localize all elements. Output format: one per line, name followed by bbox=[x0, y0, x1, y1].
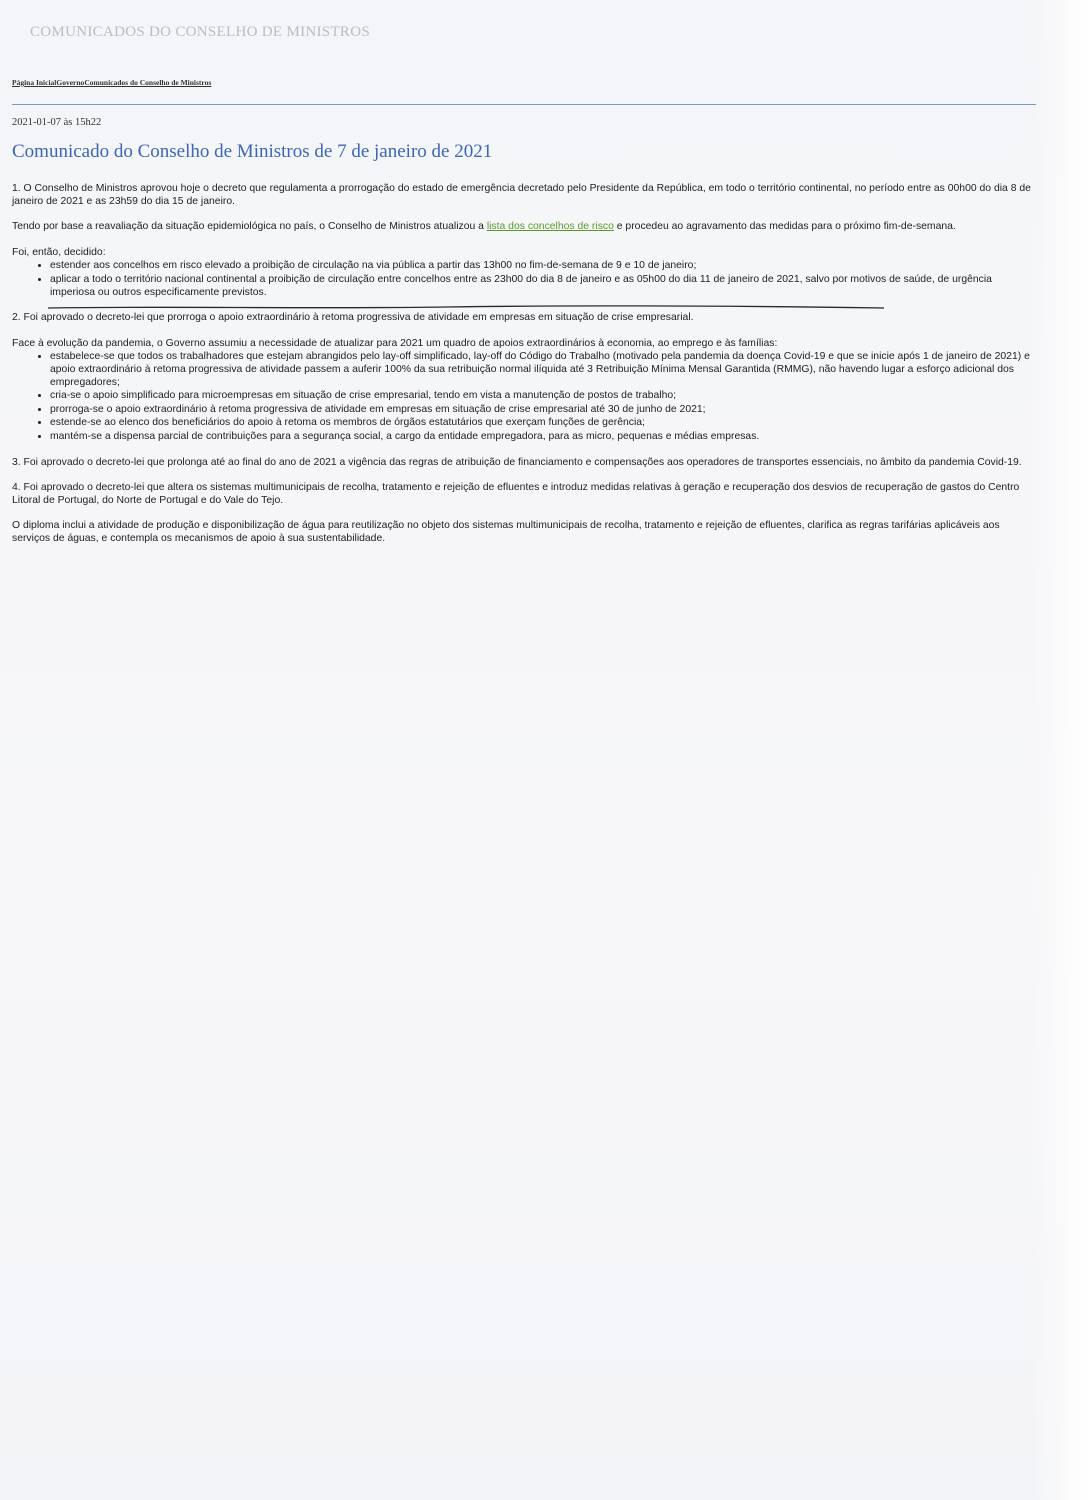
page-title: Comunicado do Conselho de Ministros de 7 de janeiro de 2021 bbox=[12, 141, 493, 162]
list-item: • mantém-se a dispensa parcial de contribuições para a segurança social, a cargo da entidade empregadora, para as micro, pequenas e médias empresas. bbox=[50, 430, 1036, 444]
paragraph-6: 3. Foi aprovado o decreto-lei que prolonga até ao final do ano de 2021 a vigência das regras de atribuição de financiamento e compensações aos operadores de transportes essenciais, no âmbito da pandemia Covid-19. bbox=[12, 456, 1022, 468]
breadcrumb bbox=[12, 78, 211, 87]
paragraph-2-text-before: Tendo por base a reavaliação da situação epidemiológica no país, o Conselho de Ministros atualizou a bbox=[12, 221, 487, 233]
list-item: • estabelece-se que todos os trabalhadores que estejam abrangidos pelo lay-off simplificado, lay-off do Código do Trabalho (motivado pela pandemia da doença Covid-19 e que se inicie após 1 de janeiro de 2021) e apoio extraordinário à retoma progressiva de atividade passem a auferir 100% da sua retribuição normal ilíquida até 3 Retribuição Mínima Mensal Garantida (RMMG), não havendo lugar a esforço adicional dos empregadores; bbox=[50, 350, 1036, 389]
handwritten-underline bbox=[46, 303, 888, 311]
paragraph-8: O diploma inclui a atividade de produção e disponibilização de água para reutilização no objeto dos sistemas multimunicipais de recolha, tratamento e rejeição de efluentes, clarifica as regras tarifárias aplicáveis aos serviços de águas, e contempla os mecanismos de apoio à sua sustentabilidade. bbox=[12, 520, 1000, 544]
list-item: • prorroga-se o apoio extraordinário à retoma progressiva de atividade em empresas em situação de crise empresarial até 30 de junho de 2021; bbox=[50, 403, 1036, 417]
page-edge bbox=[1034, 0, 1090, 1500]
list-item: • cria-se o apoio simplificado para microempresas em situação de crise empresarial, tendo em vista a manutenção de postos de trabalho; bbox=[50, 389, 1036, 403]
site-header: COMUNICADOS DO CONSELHO DE MINISTROS bbox=[30, 24, 370, 40]
breadcrumb-governo-link[interactable]: Governo bbox=[56, 78, 85, 87]
breadcrumb-home-link[interactable]: Página Inicial bbox=[12, 78, 57, 87]
publish-datetime: 2021-01-07 às 15h22 bbox=[12, 117, 102, 128]
paragraph-1: 1. O Conselho de Ministros aprovou hoje o decreto que regulamenta a prorrogação do estado de emergência decretado pelo Presidente da República, em todo o território continental, no período entre as 00h00 do dia 8 de janeiro de 2021 e as 23h59 do dia 15 de janeiro. bbox=[12, 183, 1031, 207]
paragraph-4: 2. Foi aprovado o decreto-lei que prorroga o apoio extraordinário à retoma progressiva de atividade em empresas em situação de crise empresarial. bbox=[12, 312, 694, 324]
paragraph-7: 4. Foi aprovado o decreto-lei que altera os sistemas multimunicipais de recolha, tratamento e rejeição de efluentes e introduz medidas relativas à geração e recuperação dos desvios de recuperação de gastos do Centro Litoral de Portugal, do Norte de Portugal e do Vale do Tejo. bbox=[12, 482, 1020, 506]
breadcrumb-comunicados-link[interactable]: Comunicados do Conselho de Ministros bbox=[84, 78, 212, 87]
decisions-intro: Foi, então, decidido: bbox=[12, 246, 106, 258]
header-divider bbox=[12, 104, 1036, 105]
support-list bbox=[12, 350, 1036, 443]
paragraph-2 bbox=[12, 221, 1036, 234]
support-intro: Face à evolução da pandemia, o Governo assumiu a necessidade de atualizar para 2021 um quadro de apoios extraordinários à economia, ao emprego e às famílias: bbox=[12, 337, 778, 349]
list-item: • estende-se ao elenco dos beneficiários do apoio à retoma os membros de órgãos estatutários que exerçam funções de gerência; bbox=[50, 416, 1036, 430]
list-item: • estender aos concelhos em risco elevado a proibição de circulação na via pública a partir das 13h00 no fim-de-semana de 9 e 10 de janeiro; bbox=[50, 259, 1036, 273]
decisions-list bbox=[12, 259, 1036, 299]
paragraph-2-text-after: e procedeu ao agravamento das medidas para o próximo fim-de-semana. bbox=[613, 221, 956, 233]
article-body bbox=[12, 183, 1036, 558]
risk-counties-link[interactable]: lista dos concelhos de risco bbox=[486, 221, 614, 233]
list-item: • aplicar a todo o território nacional continental a proibição de circulação entre concelhos entre as 23h00 do dia 8 de janeiro e as 05h00 do dia 11 de janeiro de 2021, salvo por motivos de saúde, de urgência imperiosa ou outros especificamente previstos. bbox=[50, 273, 1036, 299]
